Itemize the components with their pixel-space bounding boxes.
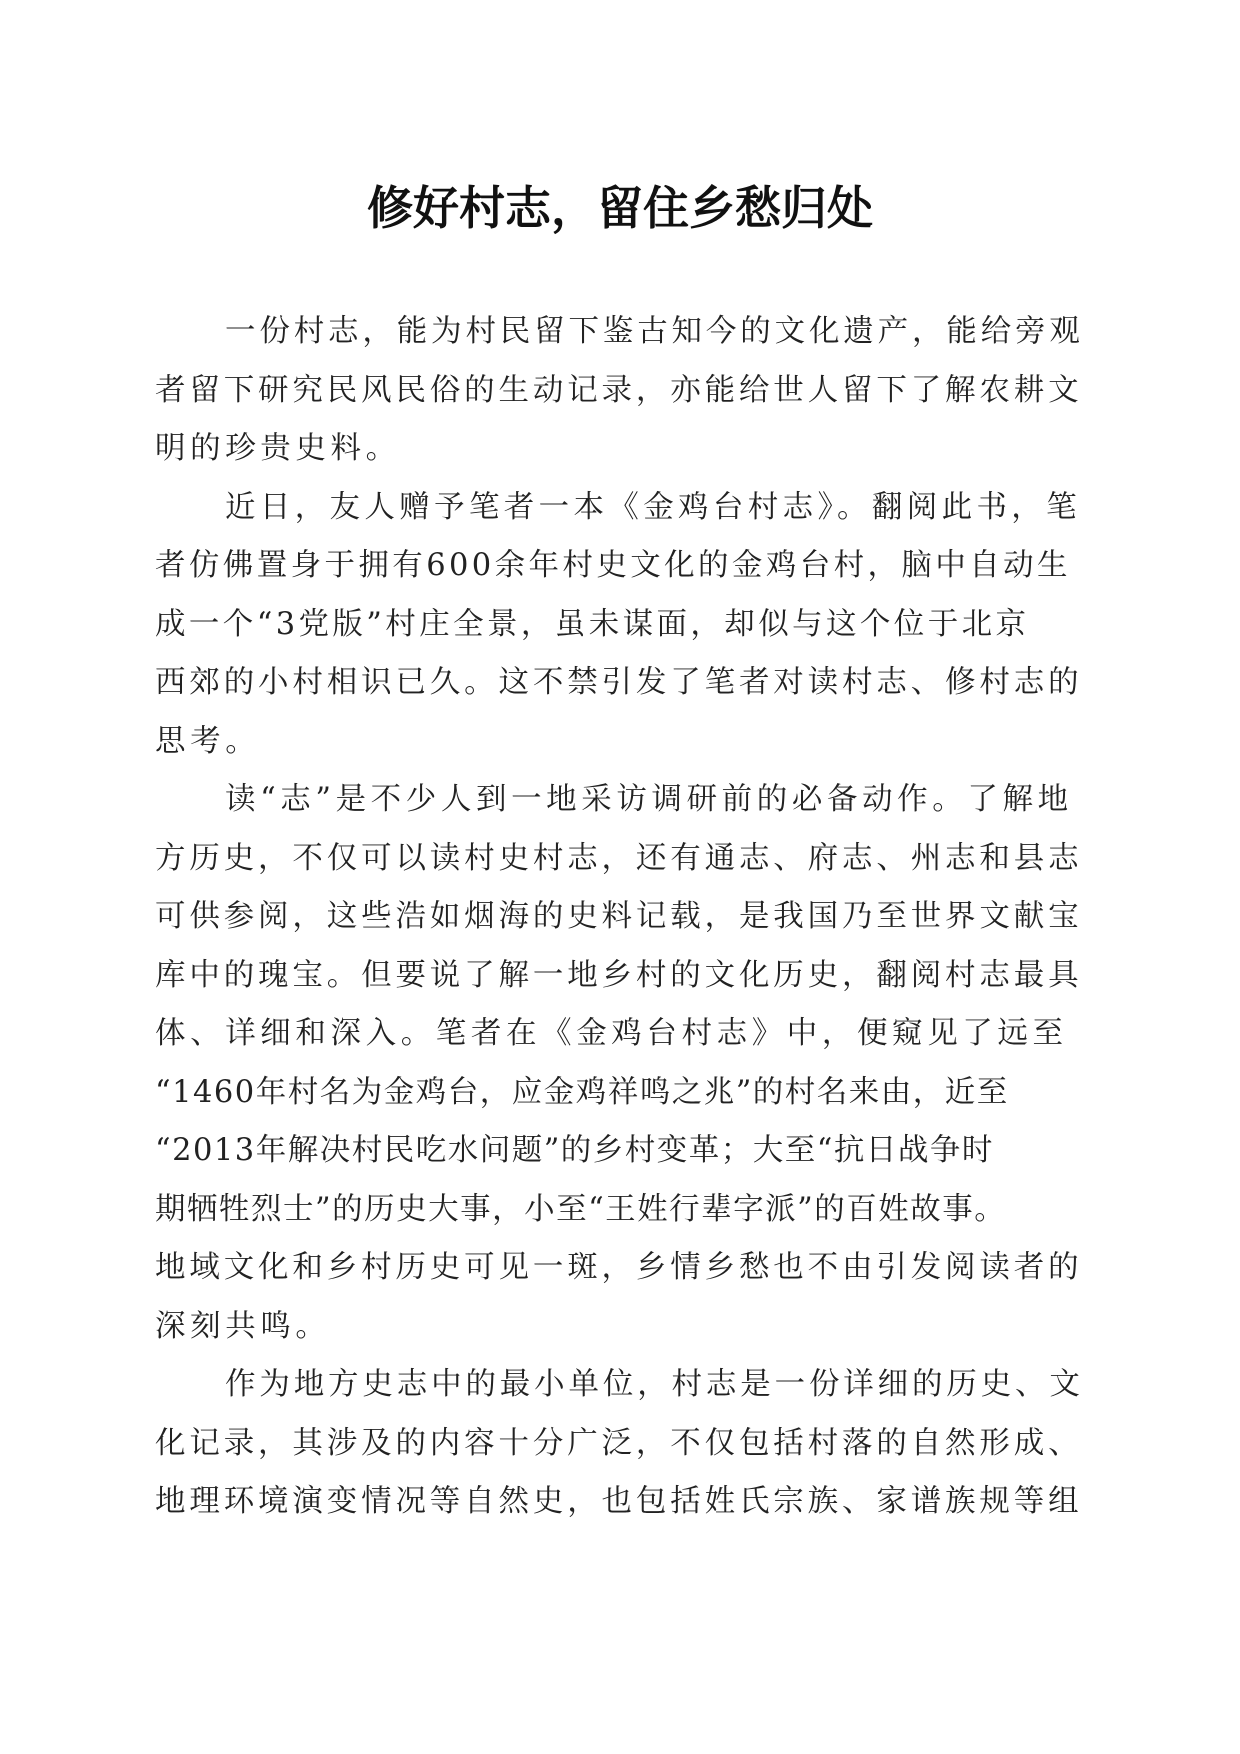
text-line: “2013年解决村民吃水问题”的乡村变革；大至“抗日战争时 — [155, 1133, 994, 1168]
text-line: 西郊的小村相识已久。这不禁引发了笔者对读村志、修村志的 — [155, 665, 1083, 700]
text-line: 体、详细和深入。笔者在《金鸡台村志》中，便窥见了远至 — [155, 1016, 1068, 1051]
text-line: 库中的瑰宝。但要说了解一地乡村的文化历史，翻阅村志最具 — [155, 957, 1083, 993]
text-line: 深刻共鸣。 — [155, 1308, 331, 1344]
text-line: 明的珍贵史料。 — [155, 431, 401, 466]
text-line: 化记录，其涉及的内容十分广泛，不仅包括村落的自然形成、 — [155, 1425, 1083, 1461]
text-line: 地理环境演变情况等自然史，也包括姓氏宗族、家谱族规等组 — [155, 1484, 1083, 1519]
text-line: 作为地方史志中的最小单位，村志是一份详细的历史、文 — [225, 1367, 1084, 1402]
text-line: 可供参阅，这些浩如烟海的史料记载，是我国乃至世界文献宝 — [155, 899, 1083, 934]
text-line: 成一个“3党版”村庄全景，虽未谋面，却似与这个位于北京 — [155, 606, 1030, 642]
text-line: 思考。 — [155, 723, 261, 759]
text-line: 者留下研究民风民俗的生动记录，亦能给世人留下了解农耕文 — [155, 372, 1083, 408]
text-line: 近日，友人赠予笔者一本《金鸡台村志》。翻阅此书，笔 — [225, 489, 1081, 525]
text-line: “1460年村名为金鸡台，应金鸡祥鸣之兆”的村名来由，近至 — [155, 1074, 1009, 1110]
text-line: 期牺牲烈士”的历史大事，小至“王姓行辈字派”的百姓故事。 — [155, 1191, 1007, 1227]
article-body — [155, 303, 1085, 1532]
text-line: 方历史，不仅可以读村史村志，还有通志、府志、州志和县志 — [155, 840, 1083, 876]
text-line: 者仿佛置身于拥有600余年村史文化的金鸡台村，脑中自动生 — [155, 548, 1071, 583]
text-line: 地域文化和乡村历史可见一斑，乡情乡愁也不由引发阅读者的 — [155, 1250, 1083, 1285]
text-line: 一份村志，能为村民留下鉴古知今的文化遗产，能给旁观 — [225, 314, 1084, 349]
document-title: 修好村志，留住乡愁归处 — [367, 181, 873, 235]
text-line: 读“志”是不少人到一地采访调研前的必备动作。了解地 — [225, 782, 1073, 817]
